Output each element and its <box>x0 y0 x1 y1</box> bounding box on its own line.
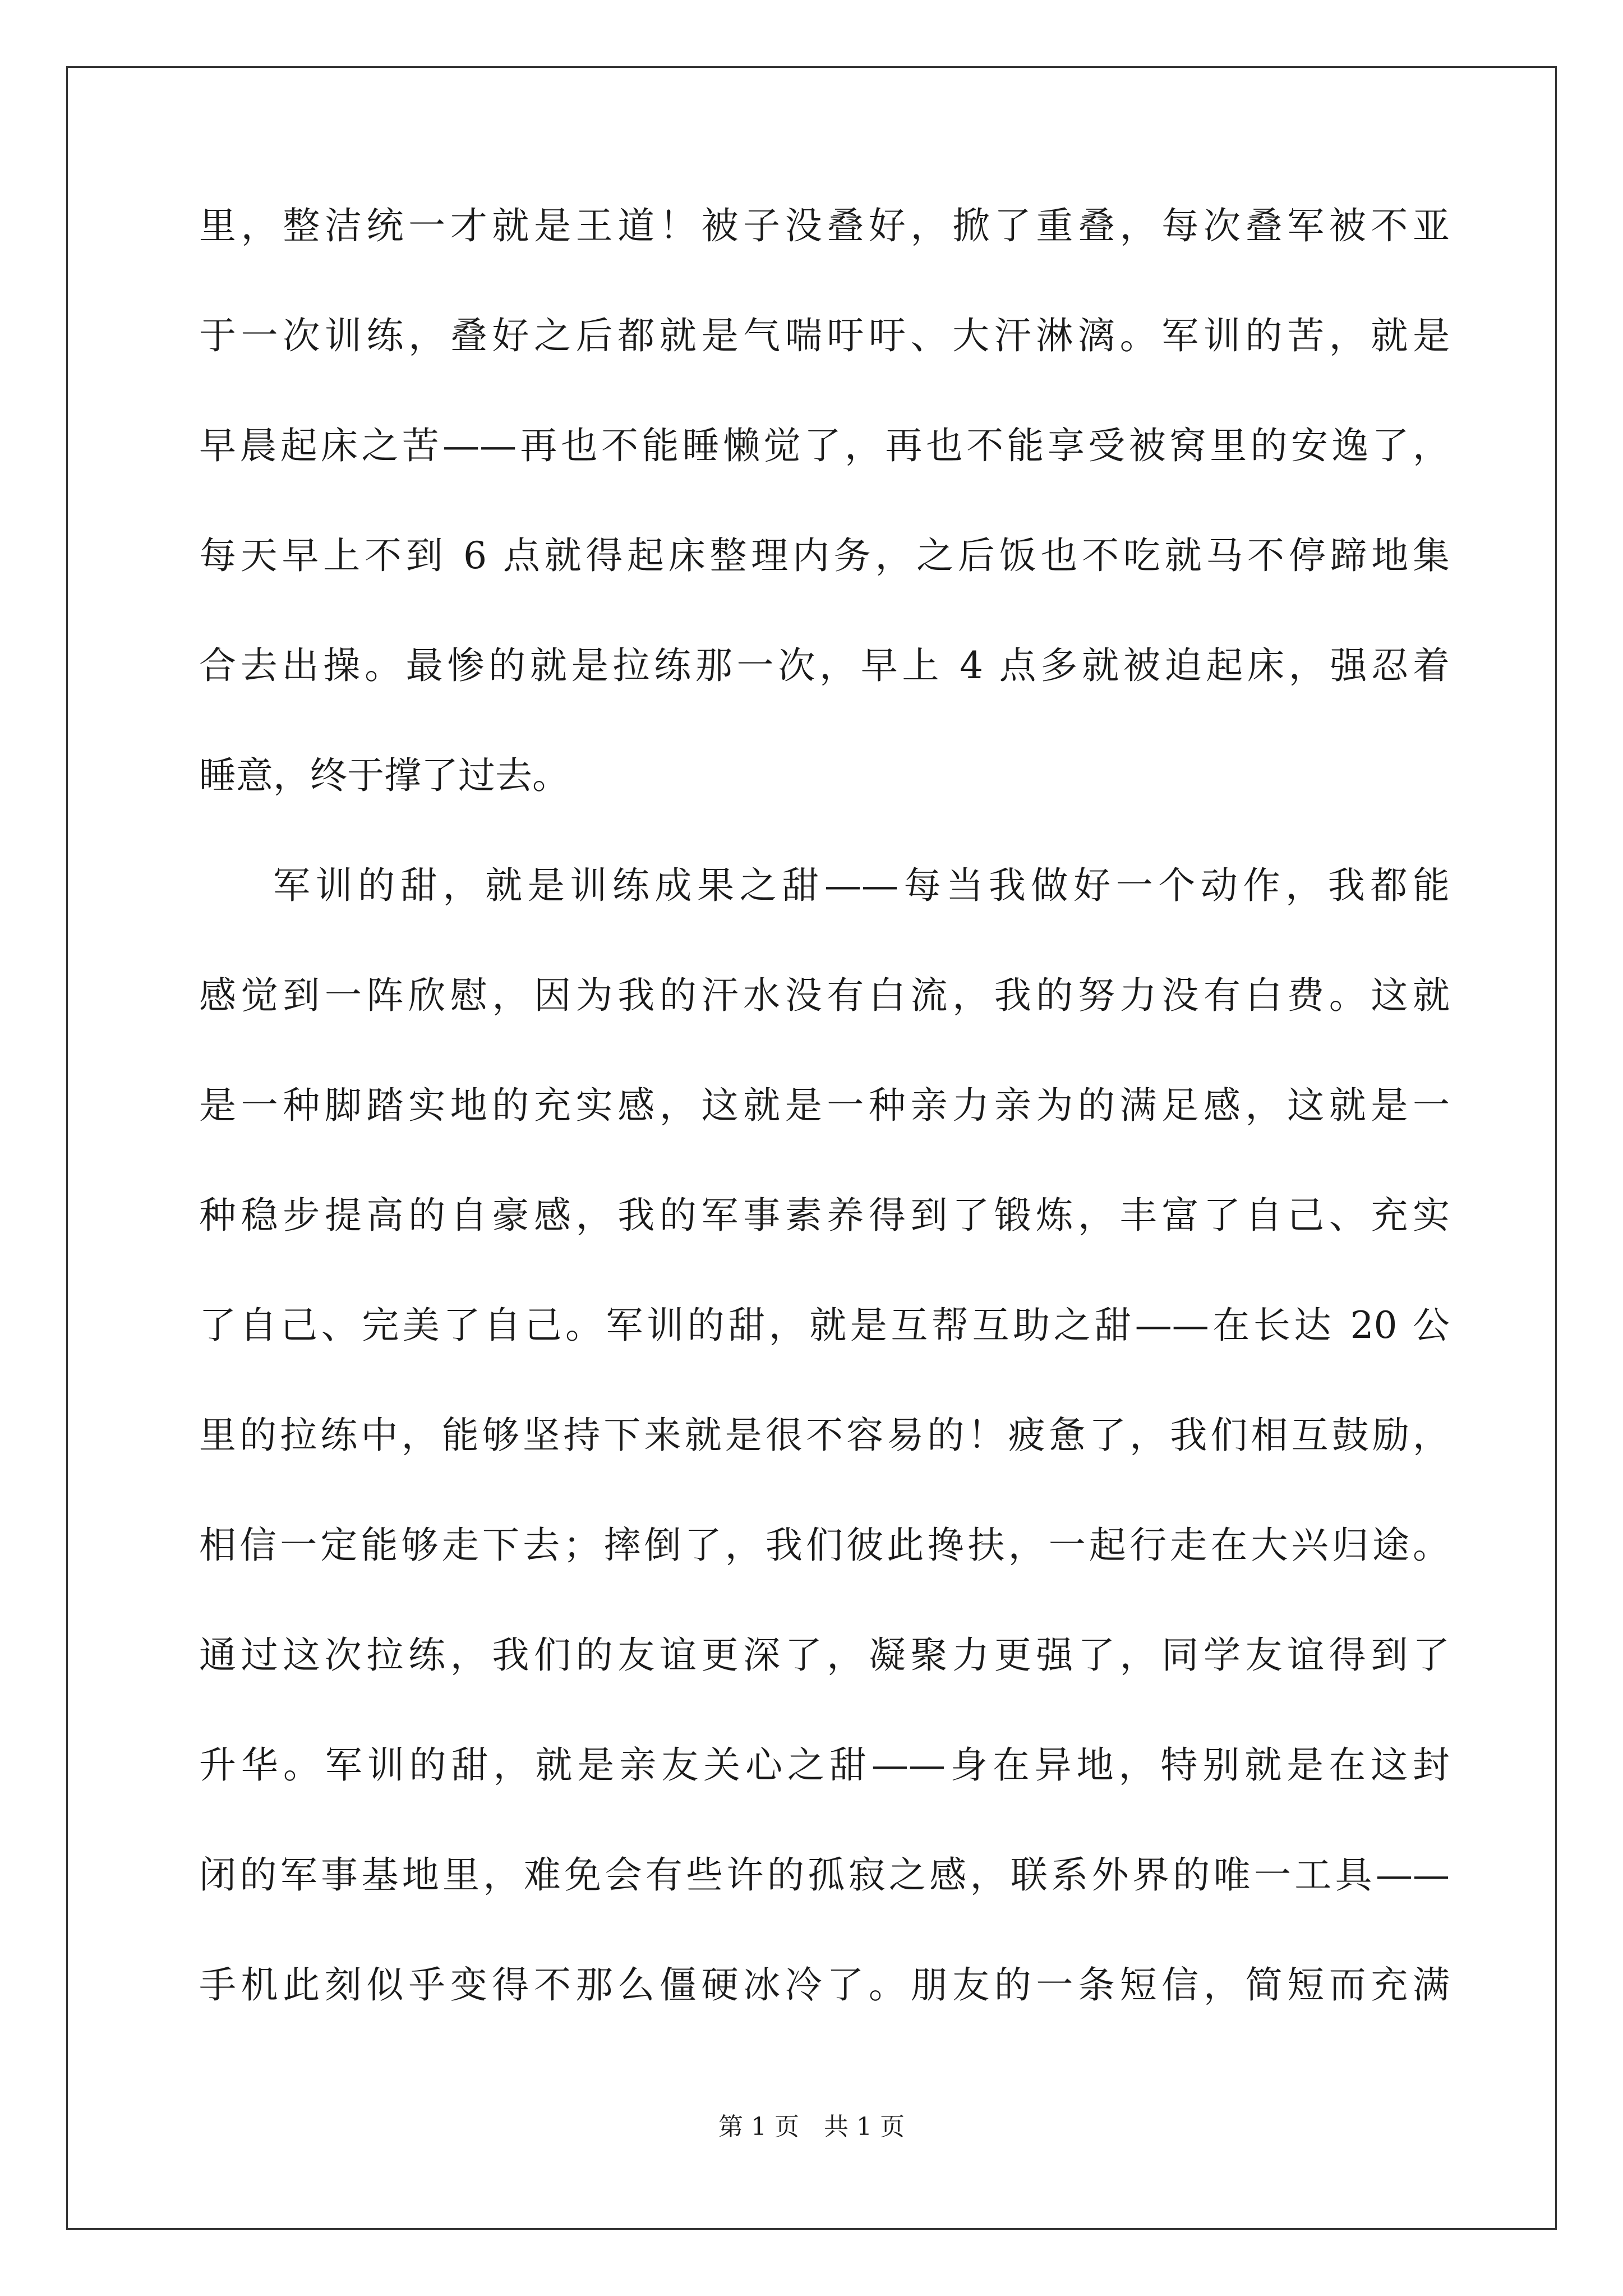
body-line: 里的拉练中，能够坚持下来就是很不容易的！疲惫了，我们相互鼓励， <box>199 1414 1450 1457</box>
body-line: 军训的甜，就是训练成果之甜——每当我做好一个动作，我都能 <box>273 864 1450 907</box>
body-line: 合去出操。最惨的就是拉练那一次，早上 4 点多就被迫起床，强忍着 <box>199 644 1450 687</box>
body-line: 于一次训练，叠好之后都就是气喘吁吁、大汗淋漓。军训的苦，就是 <box>199 314 1450 357</box>
body-line: 手机此刻似乎变得不那么僵硬冰冷了。朋友的一条短信，简短而充满 <box>199 1963 1450 2007</box>
body-line: 里，整洁统一才就是王道！被子没叠好，掀了重叠，每次叠军被不亚 <box>199 204 1450 247</box>
body-line: 通过这次拉练，我们的友谊更深了，凝聚力更强了，同学友谊得到了 <box>199 1634 1450 1677</box>
body-line: 升华。军训的甜，就是亲友关心之甜——身在异地，特别就是在这封 <box>199 1743 1450 1787</box>
body-line: 闭的军事基地里，难免会有些许的孤寂之感，联系外界的唯一工具—— <box>199 1853 1450 1897</box>
body-line: 感觉到一阵欣慰，因为我的汗水没有白流，我的努力没有白费。这就 <box>199 974 1450 1017</box>
body-line: 相信一定能够走下去；摔倒了，我们彼此搀扶，一起行走在大兴归途。 <box>199 1524 1450 1567</box>
body-line: 是一种脚踏实地的充实感，这就是一种亲力亲为的满足感，这就是一 <box>199 1084 1450 1127</box>
page-footer: 第 1 页 共 1 页 <box>718 2113 905 2141</box>
body-line: 每天早上不到 6 点就得起床整理内务，之后饭也不吃就马不停蹄地集 <box>199 534 1450 577</box>
body-line: 睡意，终于撑了过去。 <box>199 754 569 797</box>
body-line: 种稳步提高的自豪感，我的军事素养得到了锻炼，丰富了自己、充实 <box>199 1194 1450 1237</box>
body-line: 了自己、完美了自己。军训的甜，就是互帮互助之甜——在长达 20 公 <box>199 1304 1450 1347</box>
document-body <box>199 204 1450 2077</box>
body-line: 早晨起床之苦——再也不能睡懒觉了，再也不能享受被窝里的安逸了， <box>199 424 1450 467</box>
